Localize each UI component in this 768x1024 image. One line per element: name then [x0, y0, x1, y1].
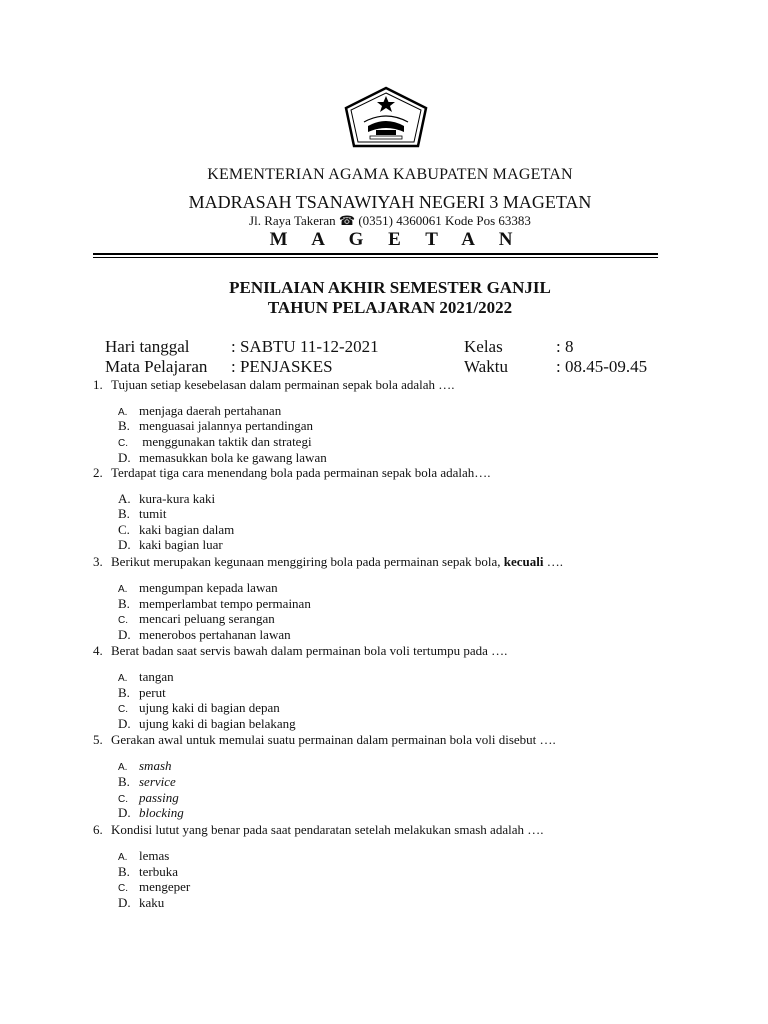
- option-5a: [118, 758, 172, 774]
- option-text: tangan: [139, 669, 174, 684]
- option-letter: D.: [118, 450, 131, 465]
- option-letter: C.: [118, 704, 128, 715]
- option-letter: C.: [118, 794, 128, 805]
- option-4b: [118, 685, 166, 701]
- option-text: smash: [139, 758, 172, 773]
- option-4d: [118, 716, 296, 732]
- class-value: : 8: [556, 337, 574, 356]
- option-letter: C.: [118, 883, 128, 894]
- option-6b: [118, 864, 178, 880]
- question-text: Berat badan saat servis bawah dalam permainan bola voli tertumpu pada ….: [111, 643, 508, 658]
- header-divider-thick: [93, 253, 658, 255]
- address-street: Jl. Raya Takeran: [249, 213, 336, 228]
- question-6: [93, 822, 543, 838]
- option-text: lemas: [139, 848, 170, 863]
- option-1d: [118, 450, 327, 466]
- option-3c: [118, 611, 275, 627]
- option-text: blocking: [139, 805, 184, 820]
- option-letter: A.: [118, 407, 128, 418]
- subject-label: Mata Pelajaran: [105, 357, 208, 376]
- academic-year: TAHUN PELAJARAN 2021/2022: [267, 298, 513, 317]
- option-letter: A.: [118, 491, 131, 506]
- question-text: Berikut merupakan kegunaan menggiring bola pada permainan sepak bola,: [111, 554, 501, 569]
- option-5b: [118, 774, 176, 790]
- question-emphasis: kecuali: [503, 554, 544, 569]
- option-1a: [118, 403, 281, 419]
- option-text: perut: [139, 685, 166, 700]
- question-number: 2.: [93, 465, 103, 480]
- option-text: kaku: [139, 895, 165, 910]
- option-letter: D.: [118, 895, 131, 910]
- question-number: 5.: [93, 732, 103, 747]
- option-text: memasukkan bola ke gawang lawan: [139, 450, 327, 465]
- option-4c: [118, 700, 280, 716]
- option-3a: [118, 580, 278, 596]
- subject-value: : PENJASKES: [231, 357, 333, 376]
- option-text: service: [139, 774, 176, 789]
- option-letter: D.: [118, 537, 131, 552]
- option-text: menjaga daerah pertahanan: [139, 403, 282, 418]
- question-text: Gerakan awal untuk memulai suatu permainan dalam permainan bola voli disebut ….: [111, 732, 556, 747]
- option-letter: D.: [118, 805, 131, 820]
- option-5c: [118, 790, 179, 806]
- school-name: MADRASAH TSANAWIYAH NEGERI 3 MAGETAN: [188, 192, 592, 212]
- option-letter: C.: [118, 438, 128, 449]
- option-letter: A.: [118, 852, 128, 863]
- option-1b: [118, 418, 313, 434]
- option-2a: [118, 491, 215, 507]
- option-5d: [118, 805, 184, 821]
- option-letter: C.: [118, 615, 128, 626]
- question-tail: ….: [543, 554, 563, 569]
- city-name: M A G E T A N: [269, 229, 523, 250]
- option-text: memperlambat tempo permainan: [139, 596, 311, 611]
- option-3d: [118, 627, 291, 643]
- exam-title: PENILAIAN AKHIR SEMESTER GANJIL: [229, 278, 551, 297]
- option-text: menguasai jalannya pertandingan: [139, 418, 313, 433]
- question-number: 3.: [93, 554, 103, 569]
- option-letter: C.: [118, 522, 130, 537]
- option-letter: B.: [118, 596, 130, 611]
- question-4: [93, 643, 507, 659]
- question-text: Terdapat tiga cara menendang bola pada permainan sepak bola adalah….: [111, 465, 491, 480]
- header-divider-thin: [93, 257, 658, 258]
- option-1c: [118, 434, 312, 450]
- option-text: kaki bagian luar: [139, 537, 223, 552]
- question-text: Tujuan setiap kesebelasan dalam permainan sepak bola adalah ….: [111, 377, 455, 392]
- address-phone-postcode: (0351) 4360061 Kode Pos 63383: [358, 213, 531, 228]
- option-2d: [118, 537, 223, 553]
- option-text: passing: [139, 790, 179, 805]
- option-4a: [118, 669, 174, 685]
- question-1: [93, 377, 455, 393]
- kemenag-logo: [342, 86, 430, 152]
- option-2b: [118, 506, 166, 522]
- option-text: ujung kaki di bagian belakang: [139, 716, 296, 731]
- option-text: mencari peluang serangan: [139, 611, 275, 626]
- question-text: Kondisi lutut yang benar pada saat pendaratan setelah melakukan smash adalah ….: [111, 822, 544, 837]
- option-text: kura-kura kaki: [139, 491, 216, 506]
- question-number: 4.: [93, 643, 103, 658]
- option-text: mengeper: [139, 879, 191, 894]
- option-letter: B.: [118, 774, 130, 789]
- option-text: mengumpan kepada lawan: [139, 580, 278, 595]
- telephone-icon: ☎: [338, 213, 356, 228]
- option-letter: D.: [118, 716, 131, 731]
- option-letter: B.: [118, 506, 130, 521]
- question-number: 6.: [93, 822, 103, 837]
- question-5: [93, 732, 556, 748]
- option-2c: [118, 522, 234, 538]
- ministry-name: KEMENTERIAN AGAMA KABUPATEN MAGETAN: [207, 166, 573, 183]
- option-letter: B.: [118, 685, 130, 700]
- option-text: tumit: [139, 506, 167, 521]
- option-letter: B.: [118, 418, 130, 433]
- time-label: Waktu: [464, 357, 508, 376]
- option-text: menggunakan taktik dan strategi: [139, 434, 312, 449]
- day-label: Hari tanggal: [105, 337, 190, 356]
- question-3: [93, 554, 563, 570]
- option-letter: A.: [118, 584, 128, 595]
- option-6d: [118, 895, 164, 911]
- option-text: ujung kaki di bagian depan: [139, 700, 280, 715]
- class-label: Kelas: [464, 337, 503, 356]
- day-value: : SABTU 11-12-2021: [231, 337, 379, 356]
- option-text: menerobos pertahanan lawan: [139, 627, 291, 642]
- option-text: kaki bagian dalam: [139, 522, 235, 537]
- option-letter: A.: [118, 762, 128, 773]
- option-letter: D.: [118, 627, 131, 642]
- option-text: terbuka: [139, 864, 178, 879]
- option-3b: [118, 596, 311, 612]
- option-6c: [118, 879, 190, 895]
- option-6a: [118, 848, 169, 864]
- option-letter: A.: [118, 673, 128, 684]
- question-2: [93, 465, 491, 481]
- question-number: 1.: [93, 377, 103, 392]
- school-address: [0, 213, 768, 229]
- time-value: : 08.45-09.45: [556, 357, 648, 376]
- option-letter: B.: [118, 864, 130, 879]
